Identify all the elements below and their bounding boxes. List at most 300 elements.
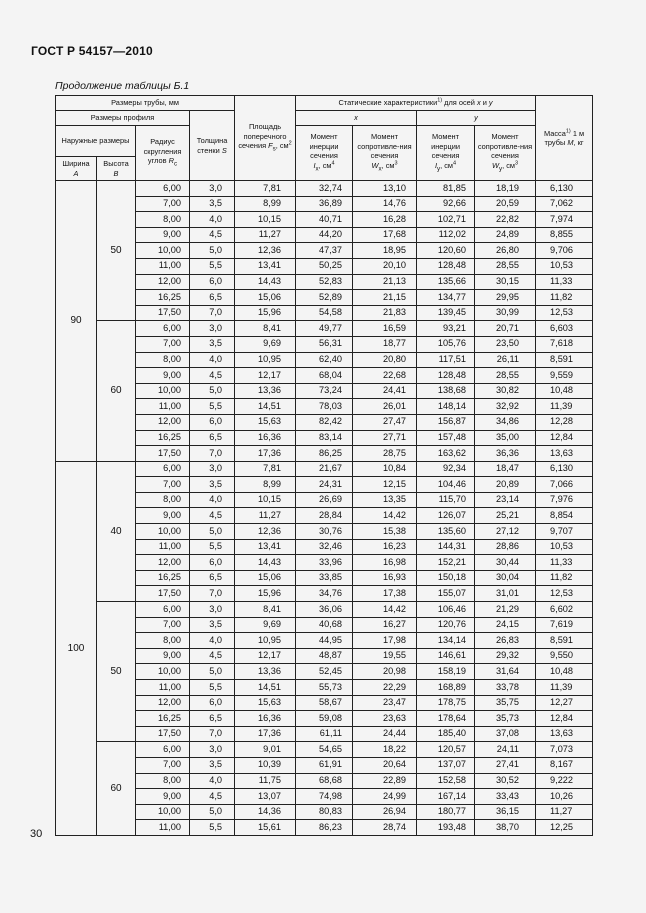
- radius-cell: 9,00: [136, 648, 190, 664]
- wy-cell: 38,70: [475, 820, 536, 836]
- thickness-cell: 3,0: [190, 602, 235, 618]
- ix-cell: 32,46: [296, 539, 353, 555]
- ix-cell: 56,31: [296, 336, 353, 352]
- table-caption: Продолжение таблицы Б.1: [55, 80, 190, 92]
- iy-cell: 144,31: [417, 539, 475, 555]
- thickness-cell: 4,0: [190, 492, 235, 508]
- radius-cell: 16,25: [136, 570, 190, 586]
- thickness-cell: 5,0: [190, 664, 235, 680]
- wy-cell: 21,29: [475, 602, 536, 618]
- table-row: [56, 820, 593, 836]
- mass-cell: 9,550: [536, 648, 593, 664]
- radius-cell: 8,00: [136, 212, 190, 228]
- width-cell: 90: [56, 181, 97, 462]
- iy-cell: 146,61: [417, 648, 475, 664]
- mass-cell: 11,33: [536, 274, 593, 290]
- mass-cell: 9,222: [536, 773, 593, 789]
- table-row: [56, 461, 593, 477]
- area-cell: 15,06: [235, 290, 296, 306]
- radius-cell: 12,00: [136, 695, 190, 711]
- wx-cell: 14,42: [353, 508, 417, 524]
- thickness-cell: 3,5: [190, 617, 235, 633]
- wx-cell: 22,89: [353, 773, 417, 789]
- area-cell: 15,96: [235, 586, 296, 602]
- ix-cell: 68,68: [296, 773, 353, 789]
- mass-cell: 11,82: [536, 570, 593, 586]
- area-cell: 8,99: [235, 477, 296, 493]
- header-area: Площадь поперечного сечения $F_s$, $см^2$: [235, 96, 296, 181]
- wx-cell: 10,84: [353, 461, 417, 477]
- ix-cell: 78,03: [296, 399, 353, 415]
- thickness-cell: 5,5: [190, 539, 235, 555]
- header-pipe-dims: Размеры трубы, мм: [56, 96, 235, 111]
- mass-cell: 12,25: [536, 820, 593, 836]
- area-cell: 15,06: [235, 570, 296, 586]
- mass-cell: 10,48: [536, 383, 593, 399]
- wy-cell: 20,59: [475, 196, 536, 212]
- radius-cell: 10,00: [136, 664, 190, 680]
- wy-cell: 36,36: [475, 446, 536, 462]
- table-row: [56, 305, 593, 321]
- table-row: [56, 414, 593, 430]
- wx-cell: 15,38: [353, 524, 417, 540]
- wx-cell: 16,98: [353, 555, 417, 571]
- wy-cell: 31,64: [475, 664, 536, 680]
- iy-cell: 120,60: [417, 243, 475, 259]
- radius-cell: 8,00: [136, 773, 190, 789]
- wy-cell: 26,83: [475, 633, 536, 649]
- iy-cell: 128,48: [417, 368, 475, 384]
- radius-cell: 11,00: [136, 258, 190, 274]
- table-row: [56, 586, 593, 602]
- iy-cell: 152,58: [417, 773, 475, 789]
- wx-cell: 19,55: [353, 648, 417, 664]
- ix-cell: 61,91: [296, 757, 353, 773]
- mass-cell: 8,591: [536, 352, 593, 368]
- thickness-cell: 7,0: [190, 446, 235, 462]
- wy-cell: 31,01: [475, 586, 536, 602]
- ix-cell: 52,89: [296, 290, 353, 306]
- ix-cell: 36,06: [296, 602, 353, 618]
- thickness-cell: 3,0: [190, 321, 235, 337]
- area-cell: 15,63: [235, 695, 296, 711]
- iy-cell: 117,51: [417, 352, 475, 368]
- radius-cell: 7,00: [136, 477, 190, 493]
- ix-cell: 61,11: [296, 726, 353, 742]
- wx-cell: 20,80: [353, 352, 417, 368]
- radius-cell: 6,00: [136, 742, 190, 758]
- wy-cell: 18,47: [475, 461, 536, 477]
- ix-cell: 62,40: [296, 352, 353, 368]
- table-row: [56, 742, 593, 758]
- ix-cell: 50,25: [296, 258, 353, 274]
- radius-cell: 11,00: [136, 539, 190, 555]
- radius-cell: 12,00: [136, 555, 190, 571]
- area-cell: 15,61: [235, 820, 296, 836]
- iy-cell: 93,21: [417, 321, 475, 337]
- wy-cell: 29,32: [475, 648, 536, 664]
- wy-cell: 28,86: [475, 539, 536, 555]
- iy-cell: 92,34: [417, 461, 475, 477]
- wy-cell: 35,73: [475, 711, 536, 727]
- thickness-cell: 4,5: [190, 227, 235, 243]
- thickness-cell: 4,5: [190, 648, 235, 664]
- iy-cell: 128,48: [417, 258, 475, 274]
- radius-cell: 10,00: [136, 383, 190, 399]
- area-cell: 17,36: [235, 726, 296, 742]
- mass-cell: 7,619: [536, 617, 593, 633]
- thickness-cell: 3,0: [190, 461, 235, 477]
- iy-cell: 134,14: [417, 633, 475, 649]
- mass-cell: 6,130: [536, 461, 593, 477]
- table-row: [56, 680, 593, 696]
- radius-cell: 8,00: [136, 492, 190, 508]
- area-cell: 7,81: [235, 461, 296, 477]
- radius-cell: 11,00: [136, 820, 190, 836]
- wx-cell: 12,15: [353, 477, 417, 493]
- radius-cell: 17,50: [136, 586, 190, 602]
- thickness-cell: 4,5: [190, 508, 235, 524]
- mass-cell: 9,559: [536, 368, 593, 384]
- mass-cell: 9,707: [536, 524, 593, 540]
- wy-cell: 32,92: [475, 399, 536, 415]
- wx-cell: 20,98: [353, 664, 417, 680]
- table-body: [56, 181, 593, 836]
- header-axis-y: y: [417, 111, 536, 126]
- header-radius: Радиус скругления углов $R_c$: [136, 126, 190, 181]
- ix-cell: 59,08: [296, 711, 353, 727]
- iy-cell: 102,71: [417, 212, 475, 228]
- thickness-cell: 6,5: [190, 430, 235, 446]
- area-cell: 9,69: [235, 336, 296, 352]
- wy-cell: 29,95: [475, 290, 536, 306]
- mass-cell: 6,603: [536, 321, 593, 337]
- header-axis-x: x: [296, 111, 417, 126]
- wx-cell: 20,64: [353, 757, 417, 773]
- wx-cell: 24,44: [353, 726, 417, 742]
- wy-cell: 23,50: [475, 336, 536, 352]
- table-row: [56, 555, 593, 571]
- table-row: [56, 352, 593, 368]
- thickness-cell: 4,0: [190, 352, 235, 368]
- ix-cell: 47,37: [296, 243, 353, 259]
- thickness-cell: 6,0: [190, 274, 235, 290]
- area-cell: 14,43: [235, 274, 296, 290]
- area-cell: 10,95: [235, 352, 296, 368]
- wx-cell: 16,59: [353, 321, 417, 337]
- area-cell: 8,99: [235, 196, 296, 212]
- ix-cell: 21,67: [296, 461, 353, 477]
- mass-cell: 12,84: [536, 711, 593, 727]
- area-cell: 13,41: [235, 539, 296, 555]
- wy-cell: 26,80: [475, 243, 536, 259]
- radius-cell: 8,00: [136, 352, 190, 368]
- thickness-cell: 3,5: [190, 196, 235, 212]
- mass-cell: 11,39: [536, 399, 593, 415]
- iy-cell: 135,66: [417, 274, 475, 290]
- wx-cell: 16,28: [353, 212, 417, 228]
- ix-cell: 54,58: [296, 305, 353, 321]
- iy-cell: 158,19: [417, 664, 475, 680]
- table-row: [56, 446, 593, 462]
- wy-cell: 33,78: [475, 680, 536, 696]
- radius-cell: 11,00: [136, 680, 190, 696]
- area-cell: 10,15: [235, 212, 296, 228]
- area-cell: 12,17: [235, 368, 296, 384]
- iy-cell: 178,64: [417, 711, 475, 727]
- area-cell: 11,75: [235, 773, 296, 789]
- radius-cell: 6,00: [136, 461, 190, 477]
- wx-cell: 13,35: [353, 492, 417, 508]
- mass-cell: 10,48: [536, 664, 593, 680]
- table-row: [56, 804, 593, 820]
- wy-cell: 35,75: [475, 695, 536, 711]
- wx-cell: 28,74: [353, 820, 417, 836]
- thickness-cell: 6,0: [190, 414, 235, 430]
- ix-cell: 33,85: [296, 570, 353, 586]
- wx-cell: 18,77: [353, 336, 417, 352]
- ix-cell: 52,83: [296, 274, 353, 290]
- width-cell: 100: [56, 461, 97, 835]
- table-row: [56, 492, 593, 508]
- area-cell: 14,43: [235, 555, 296, 571]
- height-cell: 40: [97, 461, 136, 601]
- mass-cell: 12,27: [536, 695, 593, 711]
- thickness-cell: 5,0: [190, 804, 235, 820]
- thickness-cell: 5,5: [190, 680, 235, 696]
- iy-cell: 139,45: [417, 305, 475, 321]
- document-title: ГОСТ Р 54157—2010: [31, 44, 153, 58]
- height-cell: 60: [97, 742, 136, 836]
- table-row: [56, 757, 593, 773]
- table-row: [56, 726, 593, 742]
- wx-cell: 26,94: [353, 804, 417, 820]
- iy-cell: 106,46: [417, 602, 475, 618]
- wx-cell: 21,13: [353, 274, 417, 290]
- wy-cell: 30,44: [475, 555, 536, 571]
- thickness-cell: 3,0: [190, 181, 235, 197]
- mass-cell: 7,062: [536, 196, 593, 212]
- wy-cell: 24,89: [475, 227, 536, 243]
- table-row: [56, 664, 593, 680]
- area-cell: 8,41: [235, 321, 296, 337]
- mass-cell: 8,855: [536, 227, 593, 243]
- wy-cell: 26,11: [475, 352, 536, 368]
- table-row: [56, 399, 593, 415]
- wy-cell: 37,08: [475, 726, 536, 742]
- thickness-cell: 4,5: [190, 789, 235, 805]
- mass-cell: 11,82: [536, 290, 593, 306]
- thickness-cell: 4,0: [190, 633, 235, 649]
- area-cell: 14,51: [235, 399, 296, 415]
- table-row: [56, 274, 593, 290]
- area-cell: 16,36: [235, 711, 296, 727]
- mass-cell: 10,26: [536, 789, 593, 805]
- wy-cell: 30,99: [475, 305, 536, 321]
- area-cell: 16,36: [235, 430, 296, 446]
- header-mass: Масса$^{1)}$ 1 м трубы M, кг: [536, 96, 593, 181]
- wx-cell: 21,83: [353, 305, 417, 321]
- radius-cell: 9,00: [136, 789, 190, 805]
- area-cell: 10,39: [235, 757, 296, 773]
- wx-cell: 27,71: [353, 430, 417, 446]
- wy-cell: 25,21: [475, 508, 536, 524]
- area-cell: 10,15: [235, 492, 296, 508]
- wy-cell: 30,52: [475, 773, 536, 789]
- iy-cell: 152,21: [417, 555, 475, 571]
- height-cell: 50: [97, 181, 136, 321]
- table-row: [56, 321, 593, 337]
- table-row: [56, 290, 593, 306]
- wy-cell: 30,15: [475, 274, 536, 290]
- ix-cell: 86,25: [296, 446, 353, 462]
- height-cell: 60: [97, 321, 136, 461]
- wx-cell: 24,41: [353, 383, 417, 399]
- table-row: [56, 477, 593, 493]
- wy-cell: 23,14: [475, 492, 536, 508]
- area-cell: 12,36: [235, 243, 296, 259]
- iy-cell: 155,07: [417, 586, 475, 602]
- radius-cell: 6,00: [136, 321, 190, 337]
- wy-cell: 33,43: [475, 789, 536, 805]
- iy-cell: 185,40: [417, 726, 475, 742]
- wx-cell: 13,10: [353, 181, 417, 197]
- ix-cell: 36,89: [296, 196, 353, 212]
- wy-cell: 24,15: [475, 617, 536, 633]
- wx-cell: 21,15: [353, 290, 417, 306]
- area-cell: 13,07: [235, 789, 296, 805]
- header-iy: Момент инерции сечения $I_y$, $см^4$: [417, 126, 475, 181]
- wx-cell: 24,99: [353, 789, 417, 805]
- area-cell: 17,36: [235, 446, 296, 462]
- wx-cell: 14,42: [353, 602, 417, 618]
- thickness-cell: 7,0: [190, 726, 235, 742]
- thickness-cell: 5,5: [190, 258, 235, 274]
- ix-cell: 34,76: [296, 586, 353, 602]
- radius-cell: 16,25: [136, 711, 190, 727]
- wy-cell: 27,12: [475, 524, 536, 540]
- radius-cell: 17,50: [136, 446, 190, 462]
- ix-cell: 40,71: [296, 212, 353, 228]
- table-row: [56, 524, 593, 540]
- wx-cell: 23,47: [353, 695, 417, 711]
- ix-cell: 26,69: [296, 492, 353, 508]
- mass-cell: 12,53: [536, 586, 593, 602]
- iy-cell: 92,66: [417, 196, 475, 212]
- mass-cell: 8,854: [536, 508, 593, 524]
- mass-cell: 12,84: [536, 430, 593, 446]
- wx-cell: 16,93: [353, 570, 417, 586]
- table-row: [56, 430, 593, 446]
- iy-cell: 115,70: [417, 492, 475, 508]
- wx-cell: 17,38: [353, 586, 417, 602]
- mass-cell: 11,27: [536, 804, 593, 820]
- thickness-cell: 4,0: [190, 212, 235, 228]
- iy-cell: 81,85: [417, 181, 475, 197]
- radius-cell: 17,50: [136, 305, 190, 321]
- thickness-cell: 5,5: [190, 820, 235, 836]
- thickness-cell: 6,5: [190, 711, 235, 727]
- iy-cell: 163,62: [417, 446, 475, 462]
- wx-cell: 16,23: [353, 539, 417, 555]
- wx-cell: 27,47: [353, 414, 417, 430]
- iy-cell: 157,48: [417, 430, 475, 446]
- mass-cell: 12,28: [536, 414, 593, 430]
- wx-cell: 23,63: [353, 711, 417, 727]
- thickness-cell: 6,5: [190, 570, 235, 586]
- header-wy: Момент сопротивле-ния сечения $W_y$, $см^3$: [475, 126, 536, 181]
- radius-cell: 9,00: [136, 508, 190, 524]
- ix-cell: 32,74: [296, 181, 353, 197]
- wy-cell: 30,82: [475, 383, 536, 399]
- radius-cell: 12,00: [136, 274, 190, 290]
- iy-cell: 120,57: [417, 742, 475, 758]
- mass-cell: 13,63: [536, 726, 593, 742]
- iy-cell: 148,14: [417, 399, 475, 415]
- thickness-cell: 5,0: [190, 383, 235, 399]
- ix-cell: 30,76: [296, 524, 353, 540]
- wy-cell: 18,19: [475, 181, 536, 197]
- thickness-cell: 6,0: [190, 555, 235, 571]
- mass-cell: 7,066: [536, 477, 593, 493]
- header-wx: Момент сопротивле-ния сечения $W_x$, $см^3$: [353, 126, 417, 181]
- ix-cell: 49,77: [296, 321, 353, 337]
- ix-cell: 73,24: [296, 383, 353, 399]
- ix-cell: 44,20: [296, 227, 353, 243]
- area-cell: 9,69: [235, 617, 296, 633]
- mass-cell: 7,976: [536, 492, 593, 508]
- table-row: [56, 570, 593, 586]
- iy-cell: 137,07: [417, 757, 475, 773]
- ix-cell: 58,67: [296, 695, 353, 711]
- radius-cell: 7,00: [136, 757, 190, 773]
- wx-cell: 17,68: [353, 227, 417, 243]
- wy-cell: 28,55: [475, 258, 536, 274]
- ix-cell: 82,42: [296, 414, 353, 430]
- table-row: [56, 227, 593, 243]
- radius-cell: 7,00: [136, 196, 190, 212]
- wy-cell: 24,11: [475, 742, 536, 758]
- area-cell: 11,27: [235, 227, 296, 243]
- header-profile-dims: Размеры профиля: [56, 111, 190, 126]
- iy-cell: 168,89: [417, 680, 475, 696]
- thickness-cell: 3,5: [190, 757, 235, 773]
- area-cell: 14,36: [235, 804, 296, 820]
- wx-cell: 18,95: [353, 243, 417, 259]
- thickness-cell: 3,5: [190, 477, 235, 493]
- iy-cell: 138,68: [417, 383, 475, 399]
- table-row: [56, 383, 593, 399]
- wx-cell: 26,01: [353, 399, 417, 415]
- radius-cell: 7,00: [136, 617, 190, 633]
- wx-cell: 17,98: [353, 633, 417, 649]
- iy-cell: 180,77: [417, 804, 475, 820]
- radius-cell: 10,00: [136, 243, 190, 259]
- radius-cell: 11,00: [136, 399, 190, 415]
- area-cell: 11,27: [235, 508, 296, 524]
- table-row: [56, 508, 593, 524]
- table-row: [56, 368, 593, 384]
- wx-cell: 16,27: [353, 617, 417, 633]
- wy-cell: 35,00: [475, 430, 536, 446]
- area-cell: 12,17: [235, 648, 296, 664]
- mass-cell: 8,167: [536, 757, 593, 773]
- ix-cell: 24,31: [296, 477, 353, 493]
- thickness-cell: 3,0: [190, 742, 235, 758]
- wy-cell: 22,82: [475, 212, 536, 228]
- thickness-cell: 6,5: [190, 290, 235, 306]
- iy-cell: 193,48: [417, 820, 475, 836]
